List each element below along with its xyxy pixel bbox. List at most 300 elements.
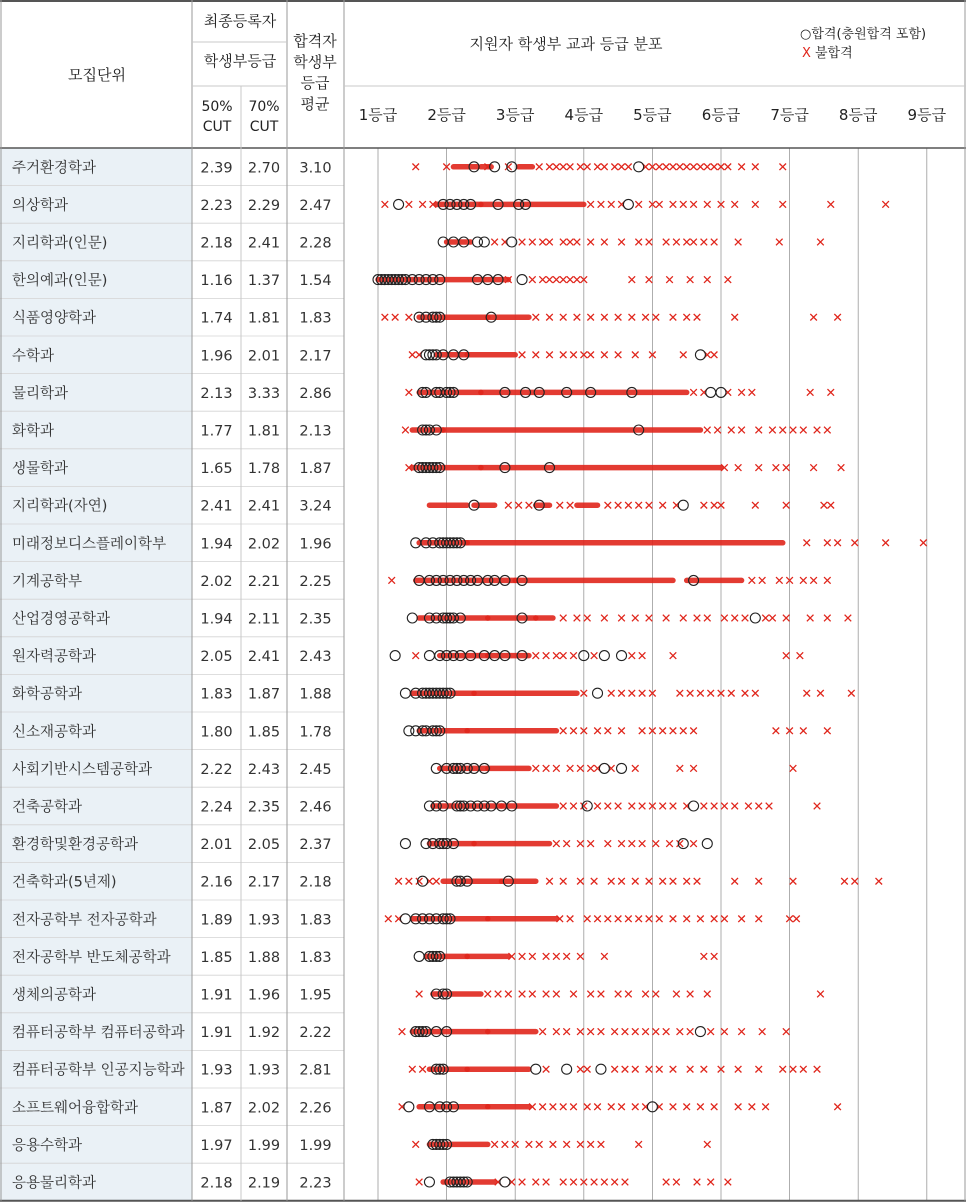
fail-mark (622, 1066, 629, 1073)
row-dept: 산업경영공학과 (12, 611, 111, 628)
fail-mark (553, 991, 560, 998)
row-cut70: 2.11 (247, 611, 281, 628)
fail-mark (532, 352, 539, 359)
row-cut70: 1.87 (247, 686, 281, 703)
fail-mark (755, 464, 762, 471)
fail-mark (656, 1066, 663, 1073)
fail-mark (673, 1179, 680, 1186)
fail-mark (615, 991, 622, 998)
row-cut50: 1.91 (200, 987, 233, 1004)
row-avg: 2.25 (299, 573, 332, 590)
fail-mark (574, 276, 581, 283)
fail-mark (608, 878, 615, 885)
row-dept: 의상학과 (12, 197, 69, 214)
row-cut70: 1.93 (247, 912, 281, 929)
row-cut70: 2.70 (247, 160, 281, 177)
fail-mark (635, 502, 642, 509)
fail-mark (632, 765, 639, 772)
fail-mark (653, 840, 660, 847)
fail-mark (598, 1028, 605, 1035)
fail-mark (484, 991, 491, 998)
fail-mark (601, 1179, 608, 1186)
fail-mark (755, 803, 762, 810)
row-cut50: 1.16 (200, 273, 233, 290)
pass-mark (424, 651, 434, 661)
fail-mark (653, 1028, 660, 1035)
fail-mark (584, 1066, 591, 1073)
row-dept: 건축공학과 (12, 799, 83, 816)
row-dept: 원자력공학과 (12, 649, 97, 666)
fail-mark (834, 1104, 841, 1111)
fail-mark (817, 991, 824, 998)
fail-mark (704, 427, 711, 434)
fail-mark (560, 314, 567, 321)
row-dept: 사회기반시스템공학과 (12, 761, 153, 778)
fail-mark (539, 1104, 546, 1111)
fail-mark (529, 276, 536, 283)
fail-mark (553, 276, 560, 283)
pass-mark (599, 651, 609, 661)
fail-mark (594, 1104, 601, 1111)
fail-mark (605, 728, 612, 735)
fail-mark (704, 991, 711, 998)
fail-mark (611, 1179, 618, 1186)
fail-mark (701, 803, 708, 810)
fail-mark (790, 765, 797, 772)
fail-mark (687, 1066, 694, 1073)
fail-mark (502, 1141, 509, 1148)
fail-mark (587, 840, 594, 847)
fail-mark (738, 427, 745, 434)
grade-label-9: 9등급 (907, 106, 947, 124)
row-cut70: 2.41 (247, 498, 281, 515)
fail-mark (690, 765, 697, 772)
fail-mark (790, 427, 797, 434)
fail-mark (827, 389, 834, 396)
row-cut50: 2.39 (200, 160, 233, 177)
fail-mark (560, 352, 567, 359)
row-avg: 2.45 (299, 761, 332, 778)
row-dept: 생물학과 (12, 461, 69, 478)
pass-mark (562, 1064, 572, 1074)
fail-mark (704, 1141, 711, 1148)
fail-mark (725, 1179, 732, 1186)
fail-mark (601, 239, 608, 246)
row-avg: 2.86 (299, 385, 332, 402)
row-cut70: 2.41 (247, 235, 281, 252)
fail-mark (735, 239, 742, 246)
fail-mark (680, 201, 687, 208)
row-dept: 응용물리학과 (12, 1175, 97, 1192)
fail-mark (412, 1141, 419, 1148)
fail-mark (656, 164, 663, 171)
fail-mark (653, 314, 660, 321)
fail-mark (629, 803, 636, 810)
fail-mark (546, 314, 553, 321)
fail-mark (759, 577, 766, 584)
fail-mark (382, 201, 389, 208)
row-cut70: 1.99 (247, 1137, 281, 1154)
fail-mark (690, 840, 697, 847)
pass-mark (706, 387, 716, 397)
row-cut70: 1.96 (247, 987, 281, 1004)
fail-mark (629, 652, 636, 659)
fail-mark (670, 803, 677, 810)
fail-mark (563, 840, 570, 847)
row-avg: 2.26 (299, 1100, 332, 1117)
pass-mark (702, 839, 712, 849)
fail-mark (601, 615, 608, 622)
row-cut70: 1.81 (247, 310, 281, 327)
fail-mark (543, 1179, 550, 1186)
row-dept: 한의예과(인문) (12, 273, 108, 290)
fail-mark (697, 164, 704, 171)
grade-label-7: 7등급 (770, 106, 809, 124)
fail-mark (570, 803, 577, 810)
fail-mark (632, 1028, 639, 1035)
pass-mark (404, 1102, 414, 1112)
fail-mark (632, 352, 639, 359)
fail-mark (491, 1141, 498, 1148)
fail-mark (752, 502, 759, 509)
fail-mark (810, 314, 817, 321)
row-dept: 응용수학과 (12, 1137, 83, 1154)
fail-mark (882, 201, 889, 208)
row-avg: 1.99 (299, 1137, 332, 1154)
fail-mark (680, 615, 687, 622)
fail-mark (587, 1141, 594, 1148)
row-cut50: 1.93 (200, 1062, 233, 1079)
fail-mark (539, 239, 546, 246)
row-cut70: 2.17 (247, 874, 281, 891)
fail-mark (680, 728, 687, 735)
row-avg: 2.13 (299, 423, 332, 440)
fail-mark (659, 878, 666, 885)
fail-mark (594, 803, 601, 810)
fail-mark (735, 1104, 742, 1111)
fail-mark (574, 239, 581, 246)
row-dept: 미래정보디스플레이학부 (12, 536, 167, 553)
row-dept: 지리학과(자연) (12, 498, 108, 515)
fail-mark (618, 690, 625, 697)
fail-mark (639, 840, 646, 847)
row-cut70: 2.29 (247, 197, 281, 214)
fail-mark (807, 615, 814, 622)
fail-mark (560, 1179, 567, 1186)
fail-mark (632, 1066, 639, 1073)
fail-mark (546, 239, 553, 246)
fail-mark (766, 803, 773, 810)
row-avg: 2.37 (299, 837, 332, 854)
fail-mark (800, 1066, 807, 1073)
fail-mark (677, 765, 684, 772)
fail-mark (694, 1179, 701, 1186)
fail-mark (419, 201, 426, 208)
fail-mark (653, 991, 660, 998)
fail-mark (536, 164, 543, 171)
fail-mark (800, 728, 807, 735)
fail-mark (635, 239, 642, 246)
fail-mark (663, 1028, 670, 1035)
fail-mark (560, 239, 567, 246)
pass-mark (634, 162, 644, 172)
fail-mark (851, 540, 858, 547)
fail-mark (714, 427, 721, 434)
fail-mark (416, 991, 423, 998)
fail-mark (670, 201, 677, 208)
fail-mark (834, 540, 841, 547)
row-cut70: 1.88 (247, 949, 281, 966)
fail-mark (711, 502, 718, 509)
fail-mark (601, 314, 608, 321)
fail-mark (539, 1028, 546, 1035)
fail-mark (419, 1066, 426, 1073)
fail-mark (694, 878, 701, 885)
fail-mark (701, 953, 708, 960)
fail-mark (639, 803, 646, 810)
row-cut70: 2.01 (247, 348, 281, 365)
fail-mark (701, 1066, 708, 1073)
fail-mark (622, 1028, 629, 1035)
fail-mark (495, 991, 502, 998)
fail-mark (584, 615, 591, 622)
fail-mark (563, 953, 570, 960)
header-avg-3: 등급 (300, 74, 330, 92)
fail-mark (683, 878, 690, 885)
pass-mark (531, 1064, 541, 1074)
fail-mark (615, 803, 622, 810)
fail-mark (827, 201, 834, 208)
fail-mark (683, 314, 690, 321)
fail-mark (560, 878, 567, 885)
row-cut50: 1.85 (200, 949, 233, 966)
fail-mark (735, 1066, 742, 1073)
fail-mark (711, 164, 718, 171)
fail-mark (704, 276, 711, 283)
pass-mark (593, 688, 603, 698)
row-dept: 컴퓨터공학부 인공지능학과 (12, 1062, 185, 1079)
fail-mark (584, 916, 591, 923)
fail-mark (539, 276, 546, 283)
header-cut50-2: CUT (202, 119, 232, 135)
fail-mark (821, 502, 828, 509)
fail-mark (546, 164, 553, 171)
fail-mark (625, 502, 632, 509)
fail-mark (598, 1141, 605, 1148)
grade-axis-labels (359, 106, 947, 124)
fail-mark (567, 916, 574, 923)
fail-mark (382, 314, 389, 321)
fail-mark (704, 164, 711, 171)
fail-mark (605, 916, 612, 923)
row-avg: 2.23 (299, 1175, 332, 1192)
fail-mark (574, 314, 581, 321)
grade-label-1: 1등급 (358, 106, 398, 124)
fail-mark (701, 239, 708, 246)
fail-mark (505, 502, 512, 509)
fail-mark (543, 652, 550, 659)
fail-mark (553, 652, 560, 659)
row-avg: 2.28 (299, 235, 332, 252)
fail-mark (608, 690, 615, 697)
row-cut70: 1.85 (247, 724, 281, 741)
fail-mark (519, 239, 526, 246)
fail-mark (553, 840, 560, 847)
fail-mark (543, 991, 550, 998)
fail-mark (519, 991, 526, 998)
legend-fail-mark: X (802, 46, 811, 61)
header-cut70-1: 70% (248, 99, 280, 115)
pass-mark (500, 1177, 510, 1187)
fail-mark (687, 690, 694, 697)
row-avg: 2.35 (299, 611, 332, 628)
row-cut70: 2.02 (247, 536, 281, 553)
fail-mark (683, 164, 690, 171)
fail-mark (790, 1066, 797, 1073)
row-avg: 1.95 (299, 987, 332, 1004)
fail-mark (841, 878, 848, 885)
fail-mark (810, 577, 817, 584)
fail-mark (824, 728, 831, 735)
fail-mark (611, 1028, 618, 1035)
fail-mark (783, 1028, 790, 1035)
row-cut50: 2.24 (200, 799, 233, 816)
fail-mark (625, 916, 632, 923)
fail-mark (656, 201, 663, 208)
fail-mark (395, 878, 402, 885)
fail-mark (851, 878, 858, 885)
fail-mark (800, 577, 807, 584)
fail-mark (608, 1104, 615, 1111)
fail-mark (560, 164, 567, 171)
row-cut70: 2.05 (247, 837, 281, 854)
fail-mark (577, 164, 584, 171)
fail-mark (615, 916, 622, 923)
fail-mark (680, 352, 687, 359)
fail-mark (707, 1028, 714, 1035)
fail-mark (615, 314, 622, 321)
fail-mark (814, 803, 821, 810)
fail-mark (673, 239, 680, 246)
fail-mark (519, 953, 526, 960)
fail-mark (800, 427, 807, 434)
fail-mark (779, 427, 786, 434)
fail-mark (532, 652, 539, 659)
fail-mark (388, 577, 395, 584)
pass-mark (479, 237, 489, 247)
fail-mark (406, 314, 413, 321)
row-avg: 2.46 (299, 799, 332, 816)
pass-mark (400, 914, 410, 924)
fail-mark (563, 1141, 570, 1148)
fail-mark (519, 352, 526, 359)
fail-mark (591, 1179, 598, 1186)
row-cut50: 1.96 (200, 348, 233, 365)
fail-mark (711, 352, 718, 359)
fail-mark (642, 991, 649, 998)
fail-mark (824, 540, 831, 547)
fail-mark (560, 1104, 567, 1111)
row-avg: 2.81 (299, 1062, 332, 1079)
fail-mark (406, 389, 413, 396)
fail-mark (773, 464, 780, 471)
fail-mark (618, 615, 625, 622)
fail-mark (577, 878, 584, 885)
fail-mark (690, 728, 697, 735)
fail-mark (690, 389, 697, 396)
fail-mark (755, 878, 762, 885)
fail-mark (677, 690, 684, 697)
fail-mark (605, 502, 612, 509)
fail-mark (728, 427, 735, 434)
fail-mark (584, 164, 591, 171)
fail-mark (755, 1066, 762, 1073)
fail-mark (817, 239, 824, 246)
legend-fail: 불합격 (815, 46, 853, 61)
row-avg: 2.22 (299, 1025, 332, 1042)
row-avg: 1.83 (299, 912, 332, 929)
fail-mark (639, 690, 646, 697)
fail-mark (779, 201, 786, 208)
row-avg: 2.43 (299, 649, 332, 666)
fail-mark (570, 652, 577, 659)
pass-mark (599, 763, 609, 773)
fail-mark (532, 314, 539, 321)
fail-mark (632, 878, 639, 885)
fail-mark (392, 314, 399, 321)
row-avg: 1.54 (299, 273, 332, 290)
pass-mark (407, 613, 417, 623)
fail-mark (807, 389, 814, 396)
row-avg: 3.10 (299, 160, 332, 177)
fail-mark (920, 540, 927, 547)
fail-mark (625, 164, 632, 171)
fail-mark (670, 1104, 677, 1111)
fail-mark (673, 991, 680, 998)
fail-mark (690, 164, 697, 171)
row-avg: 1.88 (299, 686, 332, 703)
fail-mark (690, 239, 697, 246)
row-cut50: 2.18 (200, 1175, 233, 1192)
grade-label-5: 5등급 (633, 106, 672, 124)
pass-mark (517, 275, 527, 285)
fail-mark (704, 201, 711, 208)
row-cut50: 1.65 (200, 461, 233, 478)
fail-mark (519, 1179, 526, 1186)
row-avg: 1.78 (299, 724, 332, 741)
fail-mark (560, 652, 567, 659)
fail-mark (646, 878, 653, 885)
fail-mark (577, 1066, 584, 1073)
row-avg: 3.24 (299, 498, 332, 515)
pass-mark (390, 651, 400, 661)
fail-mark (625, 991, 632, 998)
fail-mark (591, 878, 598, 885)
fail-mark (546, 878, 553, 885)
fail-mark (731, 314, 738, 321)
fail-mark (707, 1179, 714, 1186)
fail-mark (553, 953, 560, 960)
fail-mark (560, 803, 567, 810)
row-avg: 1.96 (299, 536, 332, 553)
fail-mark (738, 389, 745, 396)
row-cut50: 1.87 (200, 1100, 233, 1117)
fail-mark (749, 577, 756, 584)
fail-mark (759, 1028, 766, 1035)
fail-mark (587, 239, 594, 246)
legend-pass: ○합격(충원합격 포함) (800, 27, 927, 42)
fail-mark (639, 728, 646, 735)
